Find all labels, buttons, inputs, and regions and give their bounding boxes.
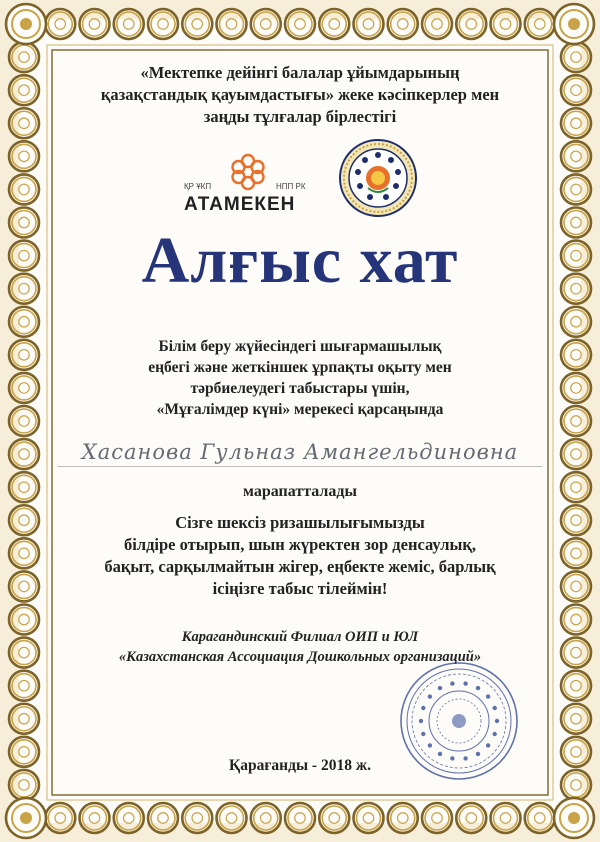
award-reason	[0, 336, 600, 420]
recipient-name: Хасанова Гульназ Амангельдиновна	[81, 440, 519, 464]
organization-line-2: қазақстандық қауымдастығы» жеке кәсіпкерлер мен	[100, 85, 500, 104]
wish-line-1: Сізге шексіз ризашылығымызды	[175, 513, 425, 532]
atameken-logo	[176, 152, 316, 220]
association-emblem-icon	[338, 138, 418, 218]
reason-line-3: тәрбиелеудегі табыстары үшін,	[190, 380, 410, 397]
wish-line-2: білдіре отырып, шын жүректен зор денсаулық,	[123, 535, 477, 554]
reason-line-1: Білім беру жүйесіндегі шығармашылық	[158, 338, 442, 355]
organization-line-1: «Мектепке дейінгі балалар ұйымдарының	[140, 63, 460, 82]
wish-line-4: ісіңізге табыс тілеймін!	[212, 579, 388, 598]
issuer-line-1: Карагандинский Филиал ОИП и ЮЛ	[181, 629, 419, 645]
place-and-date: Қарағанды - 2018 ж.	[229, 757, 371, 774]
atameken-emblem-icon	[228, 152, 268, 192]
organization-header	[0, 62, 600, 128]
logo-right-label: НПП РК	[276, 182, 306, 191]
wish-text	[0, 512, 600, 600]
issuer-line-2: «Казахстанская Ассоциация Дошкольных организаций»	[118, 649, 482, 665]
organization-line-3: заңды тұлғалар бірлестігі	[203, 107, 397, 126]
wish-line-3: бақыт, сарқылмайтын жігер, еңбекте жеміс, барлық	[104, 557, 496, 576]
name-underline	[58, 466, 542, 467]
certificate-title: Алғыс хат	[141, 224, 459, 297]
award-word: марапатталады	[243, 483, 357, 500]
logo-left-label: ҚР ҰКП	[184, 182, 212, 191]
reason-line-2: еңбегі және жеткіншек ұрпақты оқыту мен	[148, 359, 452, 376]
reason-line-4: «Мұғалімдер күні» мерекесі қарсаңында	[156, 401, 444, 418]
atameken-wordmark: АТАМЕКЕН	[184, 194, 296, 215]
